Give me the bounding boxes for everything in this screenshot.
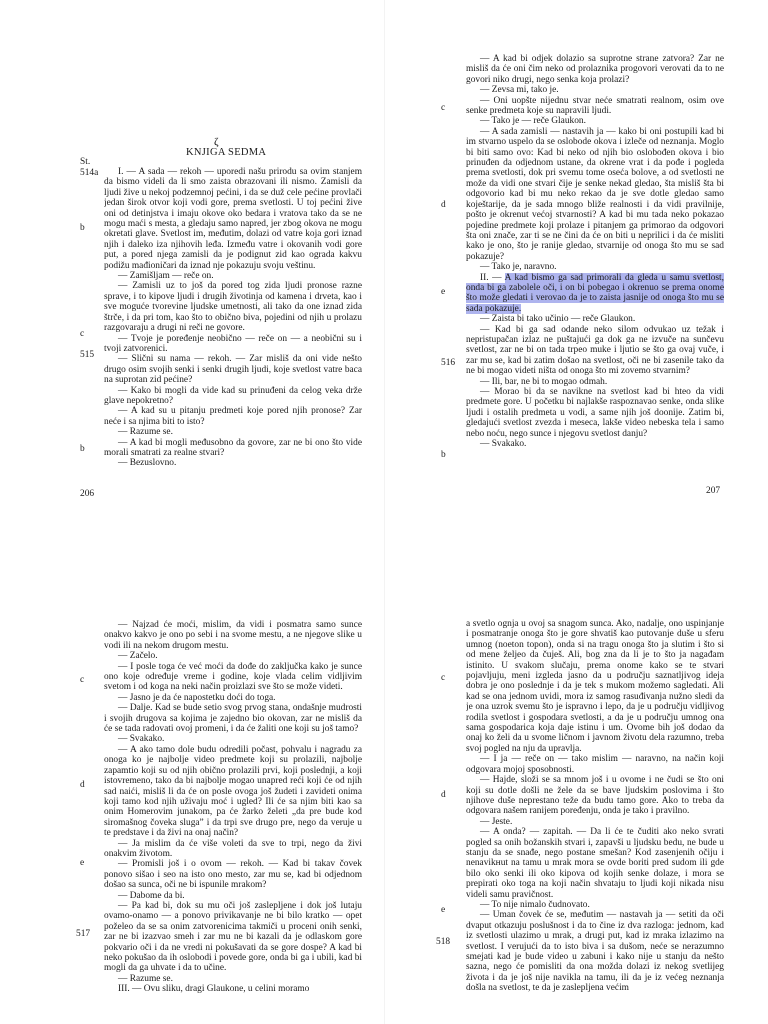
margin-ref: e <box>441 287 446 297</box>
page-207-text <box>466 54 724 484</box>
page-gutter <box>384 0 385 1024</box>
paragraph: — A kad bi mogli međusobno da govore, zar ne bi ono što vide morali smatrati za realne stvari? <box>104 437 362 458</box>
paragraph: — Ja mislim da će više voleti da sve to trpi, nego da živi onakvim životom. <box>104 838 362 859</box>
paragraph: — I posle toga će već moći da dođe do zaključka kako je sunce ono koje određuje vreme i godine, koje vlada celim vidljivim svetom i od koga na neki način proizlazi sve što se može videti. <box>104 661 362 693</box>
paragraph: — Kako bi mogli da vide kad su prinuđeni da celog veka drže glave nepokretno? <box>104 385 362 406</box>
margin-ref: d <box>441 790 446 800</box>
paragraph: — A kad bi odjek dolazio sa suprotne strane zatvora? Zar ne misliš da će oni čim neko od prolaznika progovori verovati da to ne govori niko drugi, nego senka koja prolazi? <box>466 54 724 85</box>
paragraph: — Najzad će moći, mislim, da vidi i posmatra samo sunce onakvo kakvo je ono po sebi i na svome mestu, a ne njegove slike u vodi ili na nekom drugom mestu. <box>104 620 362 651</box>
bottom-left-page-text <box>104 620 362 1024</box>
chapter-mark: ζ <box>214 136 219 148</box>
margin-ref: d <box>441 200 446 210</box>
margin-ref: 516 <box>441 358 456 368</box>
paragraph: — Dalje. Kad se bude setio svog prvog stana, ondašnje mudrosti i svojih drugova sa kojima je zajedno bio okovan, zar ne misliš da će se tada radovati ovoj promeni, i da će žaliti one koji su još tamo? <box>104 703 362 735</box>
text-selection[interactable]: A kad bismo ga sad primorali da gleda u samu svetlost, onda bi ga zabolele oči, i on bi pobegao i okrenuo se prema onome što može gledati i verovao da je to zaista jasnije od onoga što mu se sada pokazuje. <box>466 272 724 314</box>
paragraph: — Uman čovek će se, međutim — nastavah ja — setiti da oči dvaput otkazuju poslušnost i da to čine iz dva razloga: jednom, kad iz svetlosti ulazimo u mrak, a drugi put, kad iz mraka izlazimo na svetlost. I verujući da to isto biva i sa dušom, neće se nerazumno smejati kad je bude video u zabuni i kako nije u stanju da nešto sazna, nego će pomisliti da ona možda dolazi iz nekog svetlijeg života i da je još nije navikla na tamu, ili da je iz većeg neznanja došla na svetlost, te da je zaslepljena većim <box>466 910 724 994</box>
margin-ref: e <box>80 858 85 868</box>
bottom-right-page-text <box>466 619 724 1024</box>
margin-ref: 518 <box>436 937 451 947</box>
paragraph: — Promisli još i o ovom — rekoh. — Kad bi takav čovek ponovo sišao i seo na isto ono mesto, zar mu se, kad bi odjednom došao sa sunca, oči ne bi ispunile mrakom? <box>104 859 362 891</box>
page-number: 206 <box>80 489 95 499</box>
margin-ref: 515 <box>80 350 95 360</box>
paragraph: — A onda? — zapitah. — Da li će te čuditi ako neko svrati pogled sa onih božanskih stvari i, zapavši u ljudsku bedu, ne bude u stanju da se snađe, nego postane smešan? Kod zasenjenih očiju i nenavikнut na tamu u mrak mora se ovde boriti pred sudom ili gde bilo oko senki ili oko kipova od kojih senke dolaze, i mora se prepirati oko toga na koji način shvataju to ljudi koji nikada nisu videli samu pravičnost. <box>466 827 724 900</box>
page-206-text <box>104 167 362 487</box>
margin-ref: b <box>80 223 85 233</box>
section-number: II. — <box>480 272 505 283</box>
margin-ref: e <box>441 905 446 915</box>
paragraph: — Tvoje je poređenje neobično — reče on — a neobični su i tvoji zatvorenici. <box>104 333 362 354</box>
paragraph: — Zamišljam — reče on. <box>118 271 214 282</box>
margin-ref: 514a <box>80 168 99 178</box>
paragraph: — Dabome da bi. <box>118 890 185 901</box>
paragraph: — A ako tamo dole budu odredili počast, pohvalu i nagradu za onoga ko je najbolje video predmete koji su prolazili, najbolje zapamtio koji su od njih obično prolazili prvi, koji poslednji, a koji istovremeno, tako da bi najbolje mogao unapred reći koji će od njih sad naići, misliš li da će on posle ovoga još žudeti i zavideti onima koji tamo kod njih uživaju moć i ugled? Ili će sa njim biti kao sa onim Homerovim junakom, pa će žarko želeti „da pre bude kod siromašnog čoveka sluga” i da trpi sve drugo pre, nego da veruje u te predstave i da živi na onaj način? <box>104 744 362 839</box>
paragraph: — To nije nimalo čudnovato. <box>480 899 590 910</box>
paragraph: — Tako je — reče Glaukon. <box>480 116 586 127</box>
paragraph: — Svakako. <box>118 734 165 745</box>
paragraph: — Zevsa mi, tako je. <box>480 85 559 96</box>
margin-ref: d <box>80 780 85 790</box>
highlighted-paragraph[interactable] <box>466 273 724 315</box>
st-label: St. <box>80 157 91 167</box>
margin-ref: 517 <box>76 929 91 939</box>
paragraph: — Ili, bar, ne bi to mogao odmah. <box>480 376 608 387</box>
paragraph: a svetlo ognja u ovoj sa snagom sunca. Ako, nadalje, ono uspinjanje i posmatranje onoga što je gore shvatiš kao putovanje duše u sferu umnog (noeton topon), onda si na tragu onoga što ja slutim i što si od mene željeo da čuješ. Ali, bog zna da li je to što ja nagađam istinito. U svakom slučaju, prema onome kako se te stvari pojavljuju, meni izgleda jasno da u području saznatljivog ideja dobra je ono poslednje i da je tek s mukom možemo sagledati. Ali kad se ona jednom uvidi, mora iz samog rasuđivanja nužno sledi da je ona uzrok svemu što je ispravno i lepo, da je u području vidljivog rodila svetlost i gospodara svetlosti, a da je u području umnog ona sama gospodarica koja daje istinu i um. Ovome bih još dodao da onaj ko želi da u svome ličnom i javnom životu dela razumno, treba svoj pogled na nju da upravlja. <box>466 619 724 754</box>
paragraph: — Jeste. <box>480 816 513 827</box>
paragraph: — Tako je, naravno. <box>480 262 557 273</box>
chapter-title: KNJIGA SEDMA <box>186 147 267 158</box>
paragraph: — Kad bi ga sad odande neko silom odvukao uz težak i nepristupačan izlaz ne puštajući ga dok ga ne izvuče na sunčevu svetlost, zar ne bi on tada trpeo muke i ljutio se što ga ovaj vuče, i zar mu se, kad bi zatim došao na svetlost, oči ne bi zasenile tako da ne bi mogao videti ništa od onoga što mi zovemo stvarnim? <box>466 324 724 377</box>
paragraph: — I ja — reče on — tako mislim — naravno, na način koji odgovara mojoj sposobnosti. <box>466 754 724 775</box>
paragraph: — Začelo. <box>118 651 158 662</box>
margin-ref: b <box>80 444 85 454</box>
paragraph: — Jasno je da će napostetku doći do toga. <box>118 692 276 703</box>
margin-ref: c <box>441 103 446 113</box>
paragraph: — Pa kad bi, dok su mu oči još zaslepljene i dok još lutaju ovamo-onamo — a ponovo privikavanje ne bi bilo kratko — opet poželeo da se sa onim zatvorenicima takmiči u proceni onih senki, zar ne bi izazvao smeh i zar mu ne bi kazali da je odlaskom gore pokvario oči i da ne vredi ni pokušavati da se gore dospe? A kad bi neko pokušao da ih oslobodi i povede gore, onda bi ga i ubili, kad bi mogli da ga uhvate i da to učine. <box>104 900 362 974</box>
paragraph: — A kad su u pitanju predmeti koje pored njih pronose? Zar neće i sa njima biti to isto? <box>104 406 362 427</box>
margin-ref: b <box>441 450 446 460</box>
paragraph: — Oni uopšte nijednu stvar neće smatrati realnom, osim ove senke predmeta koje su napravili ljudi. <box>466 95 724 117</box>
paragraph: — Bezuslovno. <box>118 458 177 469</box>
margin-ref: c <box>80 675 85 685</box>
paragraph: — Razume se. <box>118 973 173 984</box>
paragraph: — Slični su nama — rekoh. — Zar misliš da oni vide nešto drugo osim svojih senki i senki drugih ljudi, koje svetlost vatre baca na suprotan zid pećine? <box>104 354 362 386</box>
margin-ref: c <box>80 329 85 339</box>
paragraph: — Morao bi da se navikne na svetlost kad bi hteo da vidi predmete gore. U početku bi najlakše raspoznavao senke, onda slike ljudi i ostalih predmeta u vodi, a same njih još doonije. Zatim bi, gledajući svetlost zvezda i meseca, lakše video nebeska tela i samo nebo noću, nego sunce i njegovu svetlost danju? <box>466 387 724 439</box>
paragraph: — Svakako. <box>480 439 527 450</box>
paragraph: — Zamisli uz to još da pored tog zida ljudi pronose razne sprave, i to kipove ljudi i drugih životinja od kamena i drveta, kao i sve moguće tvorevine ljudske umetnosti, ali tako da one iznad zida štrče, i da pri tom, kao što to obično biva, pojedini od njih u prolazu razgovaraju a drugi ni reči ne govore. <box>104 281 362 334</box>
paragraph: — Zaista bi tako učinio — reče Glaukon. <box>480 314 636 325</box>
paragraph: I. — A sada — rekoh — uporedi našu prirodu sa ovim stanjem da bismo videli da li smo zaista obrazovani ili nismo. Zamisli da ljudi žive u nekoj podzemnoj pećini, i da se duž cele pećine provlači jedan širok otvor koji vodi gore, prema svetlosti. U toj pećini žive oni od detinjstva i imaju okove oko bedara i vratova tako da se ne mogu maći s mesta, a gledaju samo napred, jer zbog okova ne mogu okretati glave. Svetlost im, međutim, dolazi od vatre koja gori iznad njih i daleko iza njihovih leđa. Između vatre i okovanih vodi gore put, a pored njega zamisli da je podignut zid kao ograda kakvu podižu mađioničari da iznad nje pokazuju svoju veštinu. <box>104 167 362 271</box>
paragraph: III. — Ovu sliku, dragi Glaukone, u celini moramo <box>118 984 310 995</box>
paragraph: — Razume se. <box>118 427 173 438</box>
paragraph: — Hajde, složi se sa mnom još i u ovome i ne čudi se što oni koji su dotle došli ne žele da se bave ljudskim poslovima i što njihove duše neprestano teže da budu tamo gore. Ako to treba da odgovara našem ranijem poređenju, onda je tako i pravilno. <box>466 775 724 817</box>
margin-ref: c <box>441 673 446 683</box>
page-number: 207 <box>706 486 721 496</box>
paragraph: — A sada zamisli — nastavih ja — kako bi oni postupili kad bi im stvarno uspelo da se oslobode okova i izleče od neznanja. Moglo bi biti samo ovo: Kad bi neko od njih bio oslobođen okova i bio prinuđen da odjednom ustane, da okrene vrat i da pođe i pogleda prema svetlosti, dok pri svemu tome oseća bolove, a od svetlosti ne može da vidi one stvari čije je senke nekad gledao, šta misliš šta bi odgovorio kad bi mu neko rekao da je sve dotle gledao samo koještarije, da je sada mnogo bliže realnosti i da vidi pravilnije, pošto je okrenut većoj stvarnosti? A kad bi mu tada neko pokazao pojedine predmete koji prolaze i pitanjem ga primorao da odgovori šta oni znače, zar ti se ne čini da će on biti u neprilici i da će misliti kako je ono, što je ranije gledao, stvarnije od onoga što mu se sad pokazuje? <box>466 126 724 262</box>
